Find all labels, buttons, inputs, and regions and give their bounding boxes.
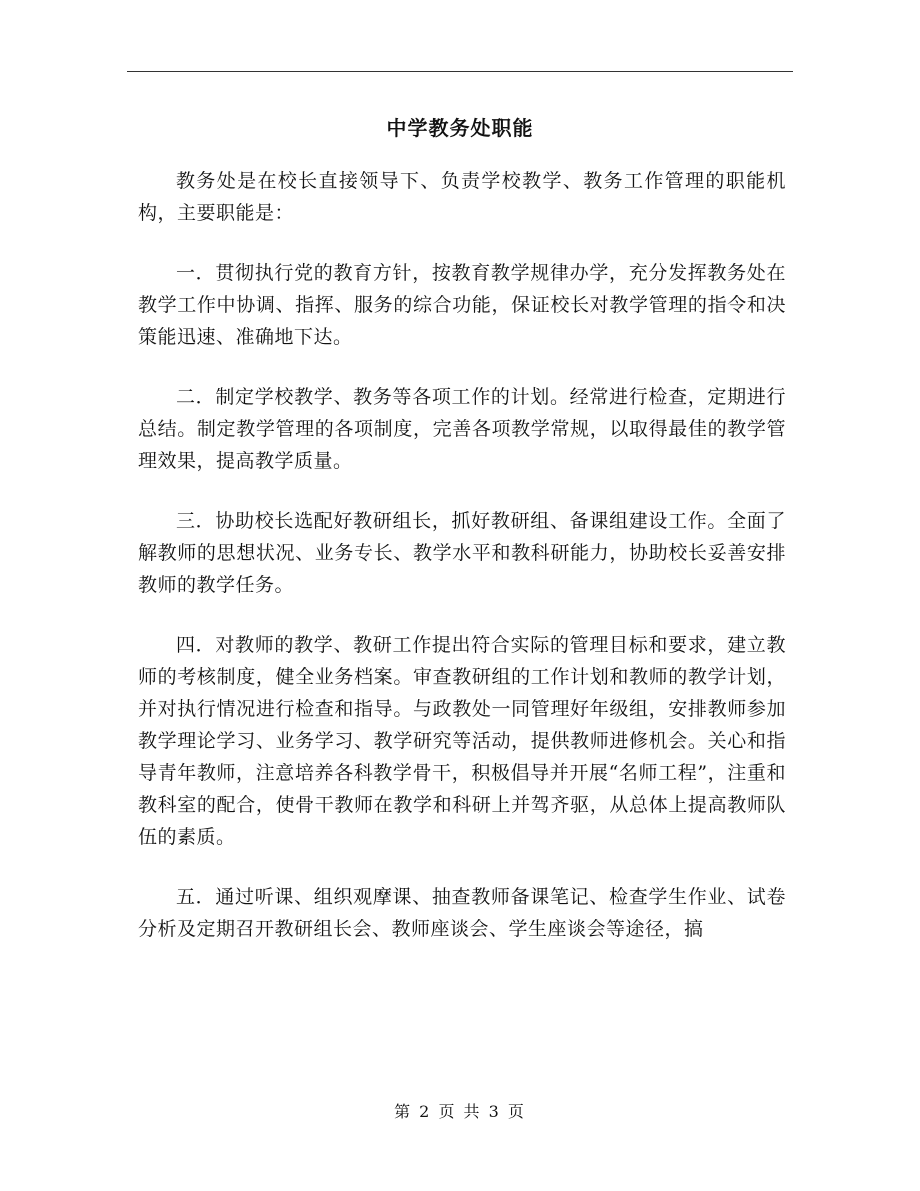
page-number-footer: 第 2 页 共 3 页 [394, 1102, 526, 1121]
document-body [138, 165, 786, 973]
header-rule [127, 71, 793, 72]
paragraph-item-1: 一．贯彻执行党的教育方针，按教育教学规律办学，充分发挥教务处在教学工作中协调、指挥、服务的综合功能，保证校长对教学管理的指令和决策能迅速、准确地下达。 [138, 262, 786, 348]
paragraph-item-3: 三．协助校长选配好教研组长，抓好教研组、备课组建设工作。全面了解教师的思想状况、业务专长、教学水平和教科研能力，协助校长妥善安排教师的教学任务。 [138, 510, 786, 596]
paragraph-item-4: 四．对教师的教学、教研工作提出符合实际的管理目标和要求，建立教师的考核制度，健全业务档案。审查教研组的工作计划和教师的教学计划，并对执行情况进行检查和指导。与政教处一同管理好年级组，安排教师参加教学理论学习、业务学习、教学研究等活动，提供教师进修机会。关心和指导青年教师，注意培养各科教学骨干，积极倡导并开展“名师工程”，注重和教科室的配合，使骨干教师在教学和科研上并驾齐驱，从总体上提高教师队伍的素质。 [138, 634, 786, 848]
paragraph-intro: 教务处是在校长直接领导下、负责学校教学、教务工作管理的职能机构，主要职能是： [138, 170, 786, 224]
paragraph-item-5: 五．通过听课、组织观摩课、抽查教师备课笔记、检查学生作业、试卷分析及定期召开教研组长会、教师座谈会、学生座谈会等途径，搞 [138, 886, 786, 940]
paragraph-item-2: 二．制定学校教学、教务等各项工作的计划。经常进行检查，定期进行总结。制定教学管理的各项制度，完善各项教学常规，以取得最佳的教学管理效果，提高教学质量。 [138, 386, 786, 472]
page-title: 中学教务处职能 [386, 116, 534, 140]
